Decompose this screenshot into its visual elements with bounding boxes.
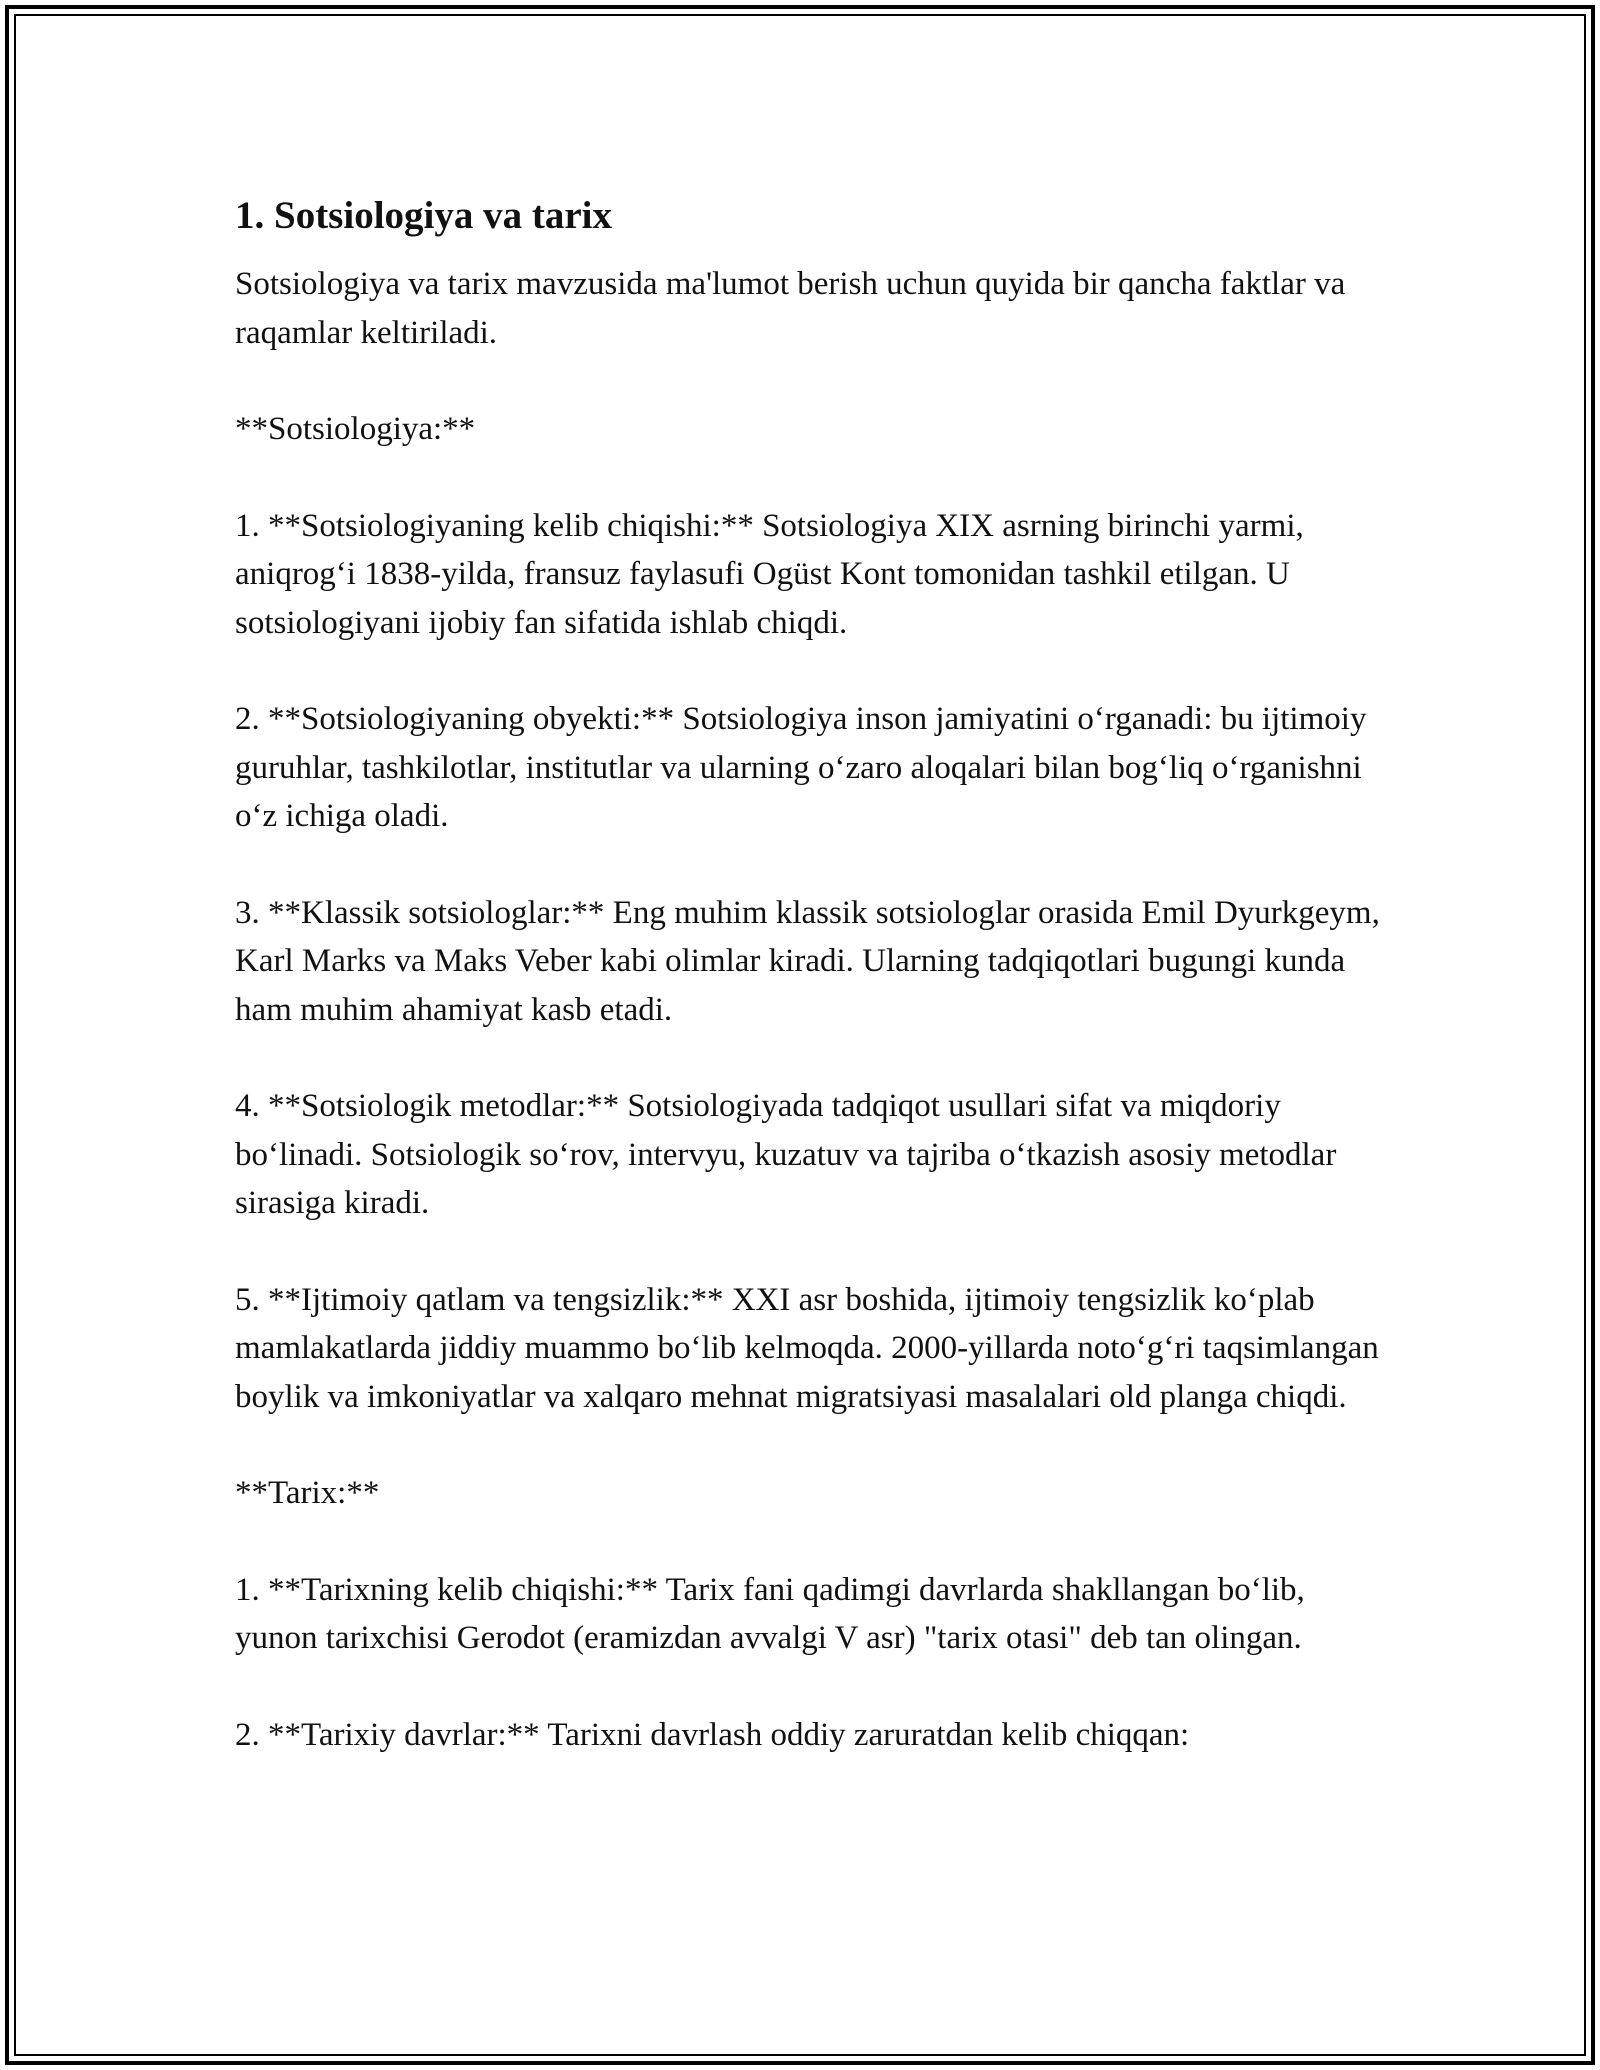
section-heading-sotsiologiya: **Sotsiologiya:**: [235, 411, 476, 447]
document-title: 1. Sotsiologiya va tarix: [235, 194, 612, 237]
list-item-sotsiologiya-5: 5. **Ijtimoiy qatlam va tengsizlik:** XXI asr boshida, ijtimoiy tengsizlik ko‘plab mamlakatlarda jiddiy muammo bo‘lib kelmoqda. 2000-yillarda noto‘g‘ri taqsimlangan boylik va imkoniyatlar va xalqaro mehnat migratsiyasi masalalari old planga chiqdi.: [235, 1281, 1379, 1415]
list-item-sotsiologiya-4: 4. **Sotsiologik metodlar:** Sotsiologiyada tadqiqot usullari sifat va miqdoriy bo‘linadi. Sotsiologik so‘rov, intervyu, kuzatuv va tajriba o‘tkazish asosiy metodlar sirasiga kiradi.: [235, 1088, 1337, 1221]
section-heading-tarix: **Tarix:**: [235, 1475, 380, 1511]
list-item-tarix-2: 2. **Tarixiy davrlar:** Tarixni davrlash oddiy zaruratdan kelib chiqqan:: [235, 1716, 1190, 1753]
list-item-tarix-1: 1. **Tarixning kelib chiqishi:** Tarix fani qadimgi davrlarda shakllangan bo‘lib, yunon tarixchisi Gerodot (eramizdan avvalgi V asr) "tarix otasi" deb tan olingan.: [235, 1571, 1305, 1656]
list-item-sotsiologiya-1: 1. **Sotsiologiyaning kelib chiqishi:** Sotsiologiya XIX asrning birinchi yarmi, aniqrog‘i 1838-yilda, fransuz faylasufi Ogüst Kont tomonidan tashkil etilgan. U sotsiologiyani ijobiy fan sifatida ishlab chiqdi.: [235, 507, 1304, 641]
intro-paragraph: Sotsiologiya va tarix mavzusida ma'lumot berish uchun quyida bir qancha faktlar va raqamlar keltiriladi.: [235, 266, 1346, 351]
document-body: [235, 188, 1385, 1807]
list-item-sotsiologiya-2: 2. **Sotsiologiyaning obyekti:** Sotsiologiya inson jamiyatini o‘rganadi: bu ijtimoiy guruhlar, tashkilotlar, institutlar va ularning o‘zaro aloqalari bilan bog‘liq o‘rganishni o‘z ichiga oladi.: [235, 701, 1367, 834]
list-item-sotsiologiya-3: 3. **Klassik sotsiologlar:** Eng muhim klassik sotsiologlar orasida Emil Dyurkgeym, Karl Marks va Maks Veber kabi olimlar kiradi. Ularning tadqiqotlari bugungi kunda ham muhim ahamiyat kasb etadi.: [235, 894, 1380, 1028]
